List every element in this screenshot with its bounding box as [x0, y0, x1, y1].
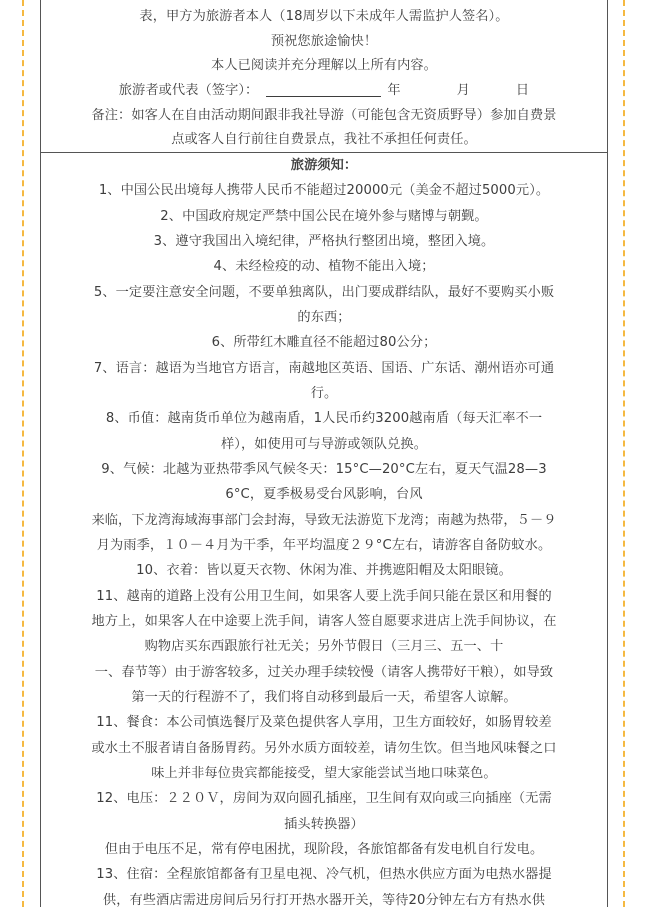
document-table [40, 0, 608, 907]
notice-line: 样），如使用可与导游或领队兑换。 [221, 437, 427, 452]
notice-line: 但由于电压不足，常有停电困扰，现阶段，各旅馆都备有发电机自行发电。 [104, 842, 544, 857]
notice-line: 味上并非每位贵宾都能接受，望大家能尝试当地口味菜色。 [151, 766, 497, 781]
notice-line: 地方上，如果客人在中途要上洗手间，请客人签自愿要求进店上洗手间协议，在 [91, 614, 557, 629]
notice-line: 6、所带红木雕直径不能超过80公分； [211, 335, 437, 350]
notice-line: 3、遵守我国出入境纪律，严格执行整团出境，整团入境。 [153, 234, 495, 249]
notice-line: 插头转换器） [284, 817, 364, 832]
signature-field[interactable] [266, 84, 381, 97]
notice-line: 4、未经检疫的动、植物不能出入境； [213, 259, 435, 274]
contract-line: 表，甲方为旅游者本人（18周岁以下未成年人需监护人签名）。 [139, 9, 509, 24]
signature-year: 年 [387, 83, 401, 98]
notice-line: 8、币值：越南货币单位为越南盾，1人民币约3200越南盾（每天汇率不一 [105, 411, 543, 426]
notice-line: 或水土不服者请自备肠胃药。另外水质方面较差，请勿生饮。但当地风味餐之口 [91, 741, 557, 756]
remark-line: 备注：如客人在自由活动期间跟非我社导游（可能包含无资质野导）参加自费景 [91, 108, 557, 123]
notice-line: 2、中国政府规定严禁中国公民在境外参与赌博与朝觐。 [160, 209, 488, 224]
notice-line: 1、中国公民出境每人携带人民币不能超过20000元（美金不超过5000元）。 [98, 183, 550, 198]
notice-line: 月为雨季，１０－４月为干季，年平均温度２９°C左右，请游客自备防蚊水。 [96, 538, 552, 553]
notice-line: 10、衣着：皆以夏天衣物、休闲为准、并携遮阳帽及太阳眼镜。 [136, 563, 512, 578]
notice-line: 来临，下龙湾海域海事部门会封海，导致无法游览下龙湾；南越为热带，５－９ [91, 513, 557, 528]
travel-notice-cell [41, 153, 607, 907]
right-dashed-border [623, 0, 625, 907]
notice-line: 7、语言：越语为当地官方语言，南越地区英语、国语、广东话、潮州语亦可通 [93, 361, 555, 376]
contract-closing-cell [41, 0, 607, 153]
notice-line: 5、一定要注意安全问题，不要单独离队，出门要成群结队，最好不要购买小贩 [93, 285, 555, 300]
notice-line: 行。 [310, 386, 338, 401]
notice-line: 6°C，夏季极易受台风影响，台风 [225, 487, 423, 502]
notice-line: 9、气候：北越为亚热带季风气候冬天：15°C—20°C左右，夏天气温28—3 [101, 462, 547, 477]
notice-line: 一、春节等）由于游客较多，过关办理手续较慢（请客人携带好干粮），如导致 [94, 665, 554, 680]
contract-line: 本人已阅读并充分理解以上所有内容。 [211, 58, 437, 73]
notice-line: 13、住宿：全程旅馆都备有卫星电视、冷气机，但热水供应方面为电热水器提 [96, 867, 552, 882]
notice-line: 12、电压：２２０Ｖ，房间为双向圆孔插座，卫生间有双向或三向插座（无需 [96, 791, 552, 806]
notice-line: 购物店买东西跟旅行社无关；另外节假日（三月三、五一、十 [144, 639, 504, 654]
signature-label: 旅游者或代表（签字）： [118, 83, 259, 98]
signature-day: 日 [515, 83, 530, 98]
notice-title: 旅游须知： [290, 158, 358, 173]
contract-line: 预祝您旅途愉快！ [270, 34, 378, 49]
notice-line: 11、餐食：本公司慎选餐厅及菜色提供客人享用，卫生方面较好，如肠胃较差 [96, 715, 552, 730]
signature-month: 月 [456, 83, 470, 98]
left-dashed-border [22, 0, 24, 907]
signature-line [41, 78, 607, 103]
notice-line: 供，有些酒店需进房间后另行打开热水器开关，等待20分钟左右方有热水供 [102, 893, 546, 907]
notice-line: 第一天的行程游不了，我们将自动移到最后一天，希望客人谅解。 [131, 690, 517, 705]
remark-line: 点或客人自行前往自费景点，我社不承担任何责任。 [171, 132, 477, 147]
notice-line: 的东西； [297, 310, 351, 325]
notice-line: 11、越南的道路上没有公用卫生间，如果客人要上洗手间只能在景区和用餐的 [96, 589, 552, 604]
